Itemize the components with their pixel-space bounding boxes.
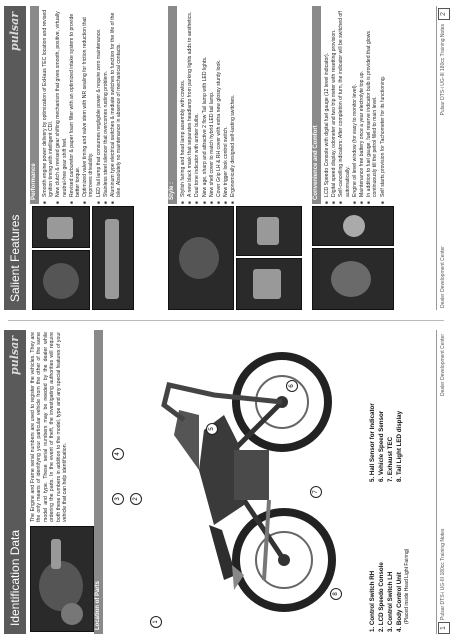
page-footer xyxy=(436,6,449,310)
tail-lamp-photo xyxy=(236,258,302,310)
page-divider xyxy=(8,320,444,321)
bullet-item: ■ In addition to fuel gauge, fuel reserve indicator bulb is provided that glows continuously till the petrol filled to main level. xyxy=(366,6,378,204)
style-header: Style : xyxy=(168,6,177,204)
headlamp-photo xyxy=(168,206,234,310)
bullet-item: ■ New shell cover to match hybrid LED tail lamp. xyxy=(209,6,215,204)
callout-1: 1 xyxy=(150,616,162,628)
part-item: 7. Exhaust TEC xyxy=(387,436,394,482)
style-list xyxy=(180,6,238,204)
page-number: 2 xyxy=(438,8,450,20)
performance-list xyxy=(42,6,123,204)
switch-photo xyxy=(236,206,302,256)
bullet-item: ■ Stainless steel silencer that overcomes rusting problem. xyxy=(103,6,109,204)
page-header xyxy=(4,6,26,310)
page-footer xyxy=(436,330,449,634)
bullet-item: ■ Optimized valve timing and valve stem with NR sealing for friction reduction that improves drivability. xyxy=(82,6,94,204)
bullet-item: ■ Engine oil level window (for easy to monitor level). xyxy=(352,6,358,204)
part-item: 3. Control Switch LH xyxy=(387,571,394,632)
page-header xyxy=(4,330,26,634)
page-title: Salient Features xyxy=(8,214,22,302)
footer-left-text: Dealer Development Center xyxy=(440,246,446,308)
callout-7: 7 xyxy=(310,486,322,498)
convenience-list xyxy=(324,6,387,204)
section-header: Location of Parts xyxy=(94,330,103,634)
bullet-item: ■ Stylish fairing and head lamp assembly with cowlos. xyxy=(180,6,186,204)
bullet-item: ■ Self starts provision for Tachometer for its functioning. xyxy=(380,6,386,204)
callout-8: 8 xyxy=(330,588,342,600)
bullet-item: ■ Digital speed display, odometer and two trip meter with resetting provision. xyxy=(331,6,337,204)
intro-paragraph: The Engine and Frame serial numbers are used to register the vehicles. They are the only means of identifying your particular vehicle from the other of the same model and type. These serial numbers may be needed by the dealer while ordering the parts. In the event of theft, the investigating authorities will require both these numbers in addition to the model, type and any special features of your vehicle that can help identification. xyxy=(30,332,69,522)
bullet-item: ■ New trigger look control switch. xyxy=(223,6,229,204)
footer-left-text: Pulsar DTS-i UG-III 180cc Training Notes xyxy=(440,528,446,620)
brand-logo: pulsar xyxy=(8,336,21,375)
bullet-item: ■ Self-cancelling indicators: After completion of turn, the indicator will be switched off automatically. xyxy=(338,6,350,204)
bullet-item: ■ Ergonomically designed self-lasting switches. xyxy=(230,6,236,204)
right-page xyxy=(0,0,452,316)
bullet-item: ■ New age, sharp and attractive 2 flow Tail lamp with LED lights. xyxy=(202,6,208,204)
part-item: 1. Control Switch RH xyxy=(369,570,376,632)
bullet-item: ■ Aluminum type electrical switches & mediate switches to function for the life of the bike. Absolutely no maintenance in absence of mechanical contacts. xyxy=(110,6,122,204)
convenience-header: Convenience and Comfort xyxy=(312,6,321,204)
part-item: 5. Hall Sensor for Indicator xyxy=(369,403,376,482)
engine-photo xyxy=(32,250,90,310)
bullet-item: ■ Maintenance free battery once a year electrolyte top up. xyxy=(359,6,365,204)
footer-right-text: Dealer Development Center xyxy=(440,334,446,396)
bullet-item: ■ Dual tone indicator with amber bulbs. xyxy=(194,6,200,204)
engine-number-photo xyxy=(30,526,94,632)
brand-logo: pulsar xyxy=(8,12,21,51)
speedo-console-photo xyxy=(312,248,394,310)
callout-2: 2 xyxy=(130,493,142,505)
performance-header: Performance xyxy=(30,6,39,204)
bullet-item: ■ Smooth engine power delivery by optimization of ExHaus TEC location and revised ignition timing with intelligent CDI. xyxy=(42,6,54,204)
part-item: 2. LCD Speedo Console xyxy=(378,562,385,632)
part-item: 6. Vehicle Speed Sensor xyxy=(378,410,385,482)
bullet-item: ■ Cover Grip LH & RH cover with extra new glossy sturdy look. xyxy=(216,6,222,204)
footer-right-text: Pulsar DTS-i UG-III 180cc Training Notes xyxy=(440,24,446,116)
bullet-item: ■ LED tail lamp that consumes negligible power & require zero maintenance. xyxy=(96,6,102,204)
part-note: (Placed inside Head Light Fairing) xyxy=(404,548,410,624)
motorcycle-illustration xyxy=(104,350,354,620)
silencer-photo xyxy=(92,206,134,310)
bullet-item: ■ A new black mask that separates headlamp from parking lights adds to aesthetics. xyxy=(187,6,193,204)
clutch-photo xyxy=(32,206,90,248)
page-title: Identification Data xyxy=(8,529,22,626)
page-number: 1 xyxy=(438,622,450,634)
bullet-item: ■ New clutch & revised gear shifting mechanism that gives smooth, positive, virtually neutral-free gear shift feel. xyxy=(55,6,67,204)
oil-window-photo xyxy=(312,206,394,246)
part-item: 8. Tail Light LED display xyxy=(396,410,403,482)
left-page xyxy=(0,324,452,640)
bullet-item: ■ LCD Speedo Console with digital fuel gauge (12 level indicator). xyxy=(324,6,330,204)
part-item: 4. Body Control Unit xyxy=(396,572,403,632)
callout-5: 5 xyxy=(206,423,218,435)
callout-3: 3 xyxy=(112,493,124,505)
callout-6: 6 xyxy=(286,380,298,392)
callout-4: 4 xyxy=(112,448,124,460)
bullet-item: ■ Revised carburetor & paper foam filter with an optimized intake system to provide better torque. xyxy=(69,6,81,204)
